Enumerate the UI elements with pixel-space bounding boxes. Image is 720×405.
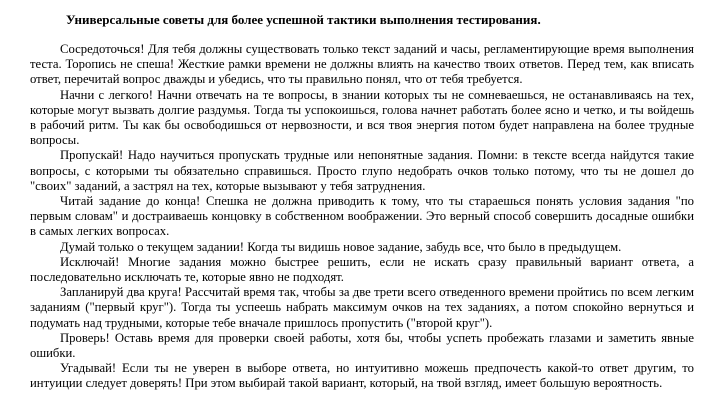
paragraph-exclude: Исключай! Многие задания можно быстрее решить, если не искать сразу правильный вариант ответа, а последовательно исключать те, которые явно не подходят. [30, 254, 694, 285]
paragraph-check: Проверь! Оставь время для проверки своей работы, хотя бы, чтобы успеть пробежать глазами и заметить явные ошибки. [30, 330, 694, 361]
paragraph-current-task: Думай только о текущем задании! Когда ты видишь новое задание, забудь все, что было в предыдущем. [60, 239, 622, 254]
paragraph-two-rounds: Запланируй два круга! Рассчитай время так, чтобы за две трети всего отведенного времени пройтись по всем легким заданиям ("первый круг"). Тогда ты успеешь набрать максимум очков на тех заданиях, а потом спокойно вернуться и подумать над трудными, которые тебе вначале пришлось пропустить ("второй круг"). [30, 285, 694, 330]
paragraph-start-easy: Начни с легкого! Начни отвечать на те вопросы, в знании которых ты не сомневаешься, не останавливаясь на тех, которые могут вызвать долгие раздумья. Тогда ты успокоишься, голова начнет работать более ясно и четко, и ты войдешь в рабочий ритм. Ты как бы освободишься от нервозности, и вся твоя энергия потом будет направлена на более трудные вопросы. [30, 87, 694, 148]
paragraph-skip: Пропускай! Надо научиться пропускать трудные или непонятные задания. Помни: в тексте всегда найдутся такие вопросы, с которыми ты обязательно справишься. Просто глупо недобрать очков только потому, что ты не дошел до "своих" заданий, а застрял на тех, которые вызывают у тебя затруднения. [30, 148, 694, 193]
document-page [30, 12, 694, 392]
paragraph-guess: Угадывай! Если ты не уверен в выборе ответа, но интуитивно можешь предпочесть какой-то ответ другим, то интуиции следует доверять! При этом выбирай такой вариант, который, на твой взгляд, имеет большую вероятность. [30, 361, 694, 391]
paragraph-focus: Сосредоточься! Для тебя должны существовать только текст заданий и часы, регламентирующие время выполнения теста. Торопись не спеша! Жесткие рамки времени не должны влиять на качество твоих ответов. Перед тем, как вписать ответ, перечитай вопрос дважды и убедись, что ты правильно понял, что от тебя требуется. [30, 42, 694, 87]
document-title: Универсальные советы для более успешной тактики выполнения тестирования. [66, 12, 541, 27]
paragraph-read-to-end: Читай задание до конца! Спешка не должна приводить к тому, что ты стараешься понять условия задания "по первым словам" и достраиваешь концовку в собственном воображении. Это верный способ совершить досадные ошибки в самых легких вопросах. [30, 194, 694, 239]
